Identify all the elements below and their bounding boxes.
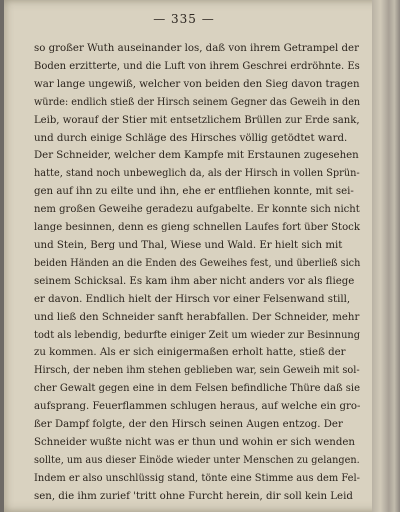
text-line: Schneider wußte nicht was er thun und wohin er sich wenden bbox=[34, 436, 355, 448]
text-line: todt als lebendig, bedurfte einiger Zeit um wieder zur Besinnung bbox=[34, 329, 361, 341]
text-line: Boden erzitterte, und die Luft von ihrem Geschrei erdröhnte. Es bbox=[34, 60, 360, 72]
text-line: er davon. Endlich hielt der Hirsch vor einer Felsenwand still, bbox=[34, 293, 351, 305]
text-line: Indem er also unschlüssig stand, tönte eine Stimme aus dem Fel- bbox=[34, 472, 360, 484]
text-line: war lange ungewiß, welcher von beiden den Sieg davon tragen bbox=[34, 78, 360, 90]
text-line: ßer Dampf folgte, der den Hirsch seinen Augen entzog. Der bbox=[34, 419, 343, 431]
text-line: Leib, worauf der Stier mit entsetzlichem Brüllen zur Erde sank, bbox=[34, 114, 360, 126]
page-number: — 335 — bbox=[153, 12, 215, 26]
text-line: so großer Wuth auseinander los, daß von ihrem Getrampel der bbox=[34, 43, 359, 54]
text-line: beiden Händen an die Enden des Geweihes fest, und überließ sich bbox=[34, 257, 361, 269]
text-line: lange besinnen, denn es gieng schnellen Laufes fort über Stock bbox=[34, 222, 360, 234]
text-line: und durch einige Schläge des Hirsches völlig getödtet ward. bbox=[34, 132, 348, 144]
text-line: zu kommen. Als er sich einigermaßen erholt hatte, stieß der bbox=[34, 347, 346, 359]
text-line: Der Schneider, welcher dem Kampfe mit Erstaunen zugesehen bbox=[34, 150, 359, 162]
book-page bbox=[4, 0, 390, 512]
text-line: hatte, stand noch unbeweglich da, als der Hirsch in vollen Sprün- bbox=[34, 168, 360, 180]
text-line: Hirsch, der neben ihm stehen geblieben war, sein Geweih mit sol- bbox=[34, 365, 360, 377]
text-line: sollte, um aus dieser Einöde wieder unter Menschen zu gelangen. bbox=[34, 454, 360, 466]
body-text bbox=[34, 40, 360, 506]
text-line: würde: endlich stieß der Hirsch seinem Gegner das Geweih in den bbox=[34, 96, 361, 108]
book-page-edges bbox=[372, 0, 400, 512]
text-line: und Stein, Berg und Thal, Wiese und Wald. Er hielt sich mit bbox=[34, 239, 343, 251]
text-line: cher Gewalt gegen eine in dem Felsen befindliche Thüre daß sie bbox=[34, 383, 361, 395]
text-line: gen auf ihn zu eilte und ihn, ehe er entfliehen konnte, mit sei- bbox=[34, 186, 354, 198]
text-line: und ließ den Schneider sanft herabfallen. Der Schneider, mehr bbox=[34, 311, 360, 323]
text-line: aufsprang. Feuerflammen schlugen heraus, auf welche ein gro- bbox=[34, 401, 361, 413]
text-line: sen, die ihm zurief 'tritt ohne Furcht herein, dir soll kein Leid bbox=[34, 490, 353, 502]
text-line: nem großen Geweihe geradezu aufgabelte. Er konnte sich nicht bbox=[34, 204, 360, 216]
text-line: seinem Schicksal. Es kam ihm aber nicht anders vor als fliege bbox=[34, 275, 355, 287]
